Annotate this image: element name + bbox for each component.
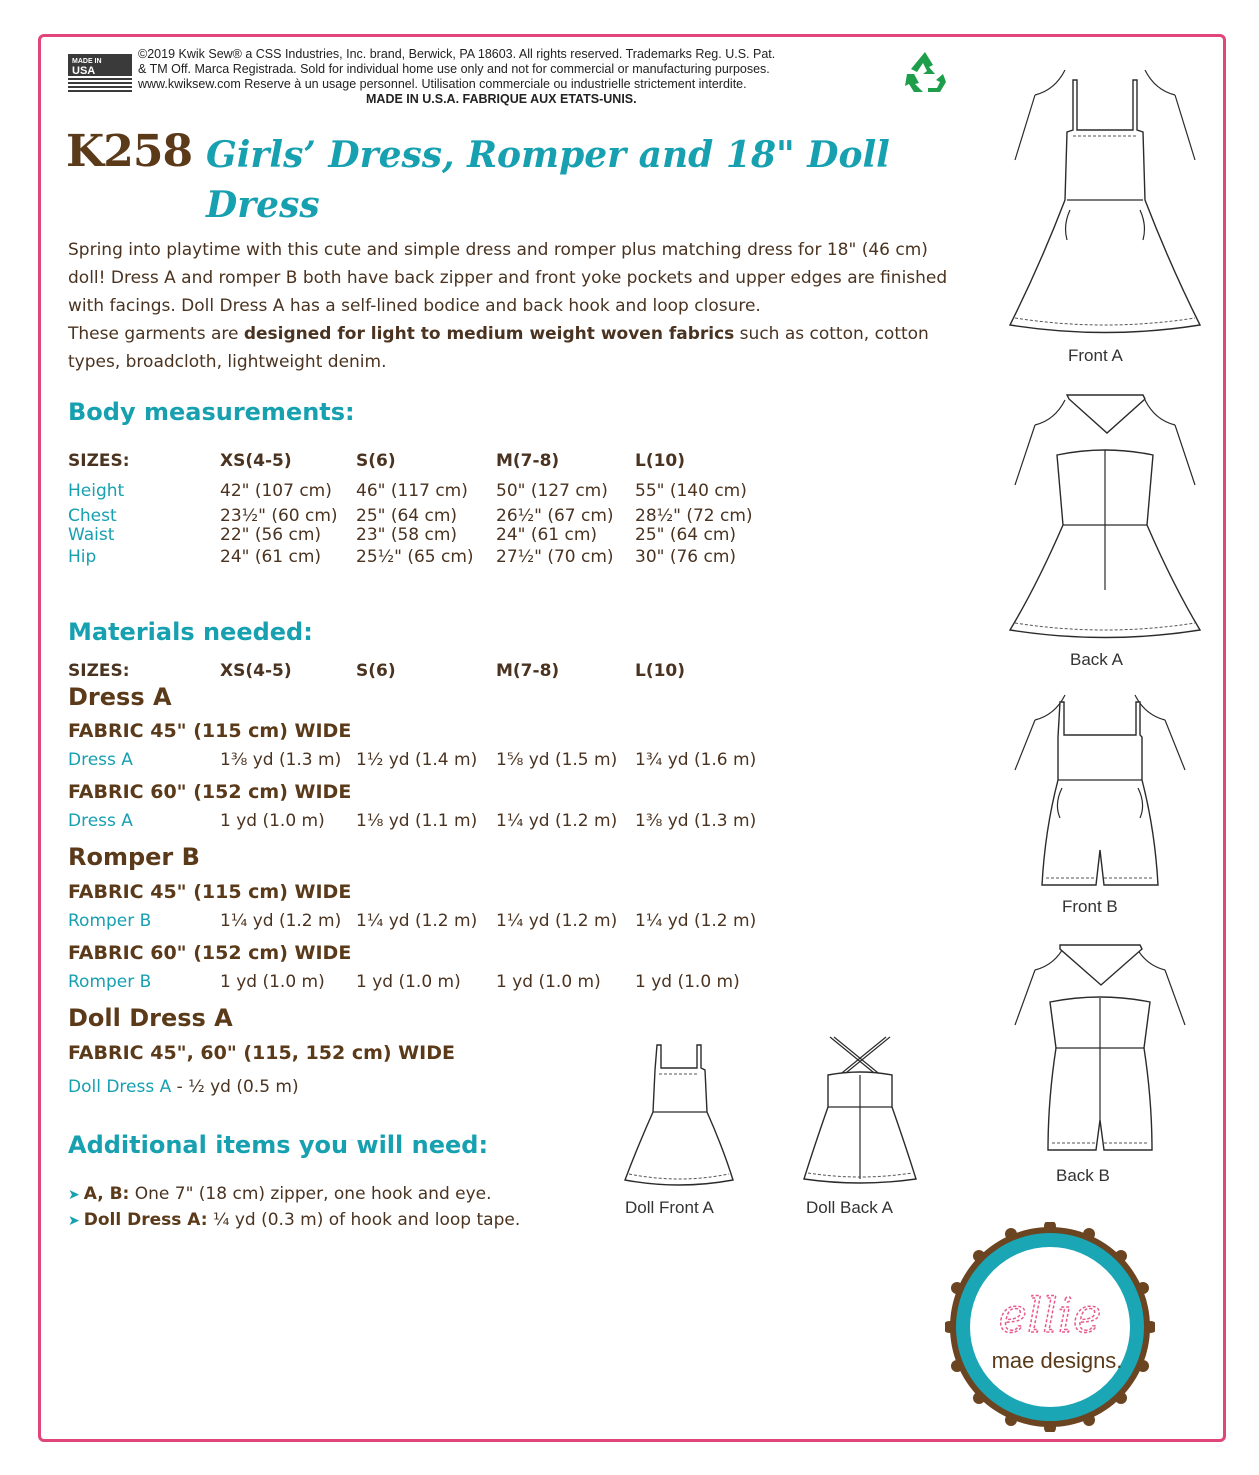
mat-size-4: L(10) — [635, 661, 686, 681]
mat-label: Dress A — [68, 811, 133, 831]
additional-item-bold: A, B: — [83, 1184, 130, 1204]
back-b-caption: Back B — [1056, 1166, 1110, 1185]
recycle-icon — [902, 50, 948, 94]
additional-item-text: ¼ yd (0.3 m) of hook and loop tape. — [207, 1210, 521, 1230]
mat-value: 1 yd (1.0 m) — [496, 972, 601, 992]
mat-label: Dress A — [68, 750, 133, 770]
additional-heading: Additional items you will need: — [68, 1131, 489, 1159]
usa-flag-icon — [68, 54, 132, 92]
mat-value: 1 yd (1.0 m) — [356, 972, 461, 992]
bm-size-4: L(10) — [635, 451, 686, 471]
bm-size-2: S(6) — [356, 451, 396, 471]
mat-value: 1⅜ yd (1.3 m) — [635, 811, 757, 831]
additional-item — [68, 1184, 492, 1204]
doll-front-a-drawing — [615, 1040, 735, 1190]
mat-value: - ½ yd (0.5 m) — [171, 1077, 299, 1097]
bm-value: 24" (61 cm) — [496, 525, 598, 545]
description — [68, 236, 958, 376]
copyright-line-1: ©2019 Kwik Sew® a CSS Industries, Inc. brand, Berwick, PA 18603. All rights reserved. Trademarks Reg. U.S. Pat. — [138, 47, 776, 61]
bullet-arrow-icon: ➤ — [68, 1213, 80, 1229]
mat-value: 1¼ yd (1.2 m) — [356, 911, 478, 931]
bm-value: 46" (117 cm) — [356, 481, 468, 501]
logo-ellie-text: ellie — [998, 1288, 1102, 1344]
bm-value: 22" (56 cm) — [220, 525, 322, 545]
mat-value: 1 yd (1.0 m) — [635, 972, 740, 992]
copyright-block — [138, 47, 908, 107]
bm-sizes-label: SIZES: — [68, 451, 130, 471]
mat-sizes-label: SIZES: — [68, 661, 130, 681]
additional-item-text: One 7" (18 cm) zipper, one hook and eye. — [129, 1184, 492, 1204]
bullet-arrow-icon: ➤ — [68, 1187, 80, 1203]
bm-value: 23½" (60 cm) — [220, 506, 338, 526]
back-a-caption: Back A — [1070, 650, 1123, 669]
romper-b-fabric-60: FABRIC 60" (152 cm) WIDE — [68, 942, 352, 964]
bm-label: Height — [68, 481, 125, 501]
bm-value: 55" (140 cm) — [635, 481, 747, 501]
materials-heading: Materials needed: — [68, 618, 313, 646]
dress-a-fabric-60: FABRIC 60" (152 cm) WIDE — [68, 781, 352, 803]
bm-value: 50" (127 cm) — [496, 481, 608, 501]
ellie-mae-logo — [945, 1222, 1155, 1432]
additional-item — [68, 1210, 520, 1230]
mat-value: 1¼ yd (1.2 m) — [496, 811, 618, 831]
description-para-1: Spring into playtime with this cute and simple dress and romper plus matching dress for 18" (46 cm) doll! Dress A and romper B both have back zipper and front yoke pockets and upper edges are finished with facings. Doll Dress A has a self-lined bodice and back hook and loop closure. — [68, 240, 948, 316]
description-para-2-bold: designed for light to medium weight woven fabrics — [243, 324, 735, 344]
back-b-drawing — [1000, 940, 1200, 1170]
romper-b-heading: Romper B — [68, 843, 200, 871]
bm-value: 42" (107 cm) — [220, 481, 332, 501]
flag-text-bottom: USA — [72, 65, 96, 77]
bm-value: 24" (61 cm) — [220, 547, 322, 567]
mat-size-3: M(7-8) — [496, 661, 560, 681]
dress-a-heading: Dress A — [68, 683, 172, 711]
mat-label: Romper B — [68, 972, 152, 992]
doll-back-a-caption: Doll Back A — [806, 1198, 893, 1217]
description-para-2 — [68, 320, 958, 376]
mat-value: 1⅝ yd (1.5 m) — [496, 750, 618, 770]
mat-label: Romper B — [68, 911, 152, 931]
mat-value: 1 yd (1.0 m) — [220, 811, 325, 831]
front-b-drawing — [1000, 680, 1200, 900]
bm-value: 28½" (72 cm) — [635, 506, 753, 526]
mat-value: 1 yd (1.0 m) — [220, 972, 325, 992]
body-measurements-heading: Body measurements: — [68, 398, 355, 426]
bm-value: 30" (76 cm) — [635, 547, 737, 567]
doll-dress-fabric: FABRIC 45", 60" (115, 152 cm) WIDE — [68, 1042, 455, 1064]
copyright-line-2: & TM Off. Marca Registrada. Sold for individual home use only and not for commercial or manufacturing purposes. — [138, 62, 770, 76]
bm-size-1: XS(4-5) — [220, 451, 292, 471]
description-para-2-end: such as cotton, cotton types, broadcloth, lightweight denim. — [68, 324, 929, 372]
made-in-text: MADE IN U.S.A. FABRIQUE AUX ETATS-UNIS. — [366, 92, 637, 106]
bm-label: Chest — [68, 506, 117, 526]
front-a-caption: Front A — [1068, 346, 1123, 365]
additional-item-bold: Doll Dress A: — [83, 1210, 208, 1230]
mat-value: 1¼ yd (1.2 m) — [220, 911, 342, 931]
mat-value: 1⅛ yd (1.1 m) — [356, 811, 478, 831]
mat-value: 1¼ yd (1.2 m) — [635, 911, 757, 931]
bm-size-3: M(7-8) — [496, 451, 560, 471]
mat-size-2: S(6) — [356, 661, 396, 681]
bm-value: 25" (64 cm) — [356, 506, 458, 526]
mat-value: 1¼ yd (1.2 m) — [496, 911, 618, 931]
pattern-number: K258 — [66, 126, 193, 177]
front-b-caption: Front B — [1062, 897, 1118, 916]
mat-value: 1⅜ yd (1.3 m) — [220, 750, 342, 770]
back-a-drawing — [995, 385, 1215, 655]
mat-value: 1¾ yd (1.6 m) — [635, 750, 757, 770]
front-a-drawing — [995, 50, 1215, 350]
bm-value: 26½" (67 cm) — [496, 506, 614, 526]
mat-value: 1½ yd (1.4 m) — [356, 750, 478, 770]
doll-back-a-drawing — [800, 1035, 920, 1190]
mat-label: Doll Dress A — [68, 1077, 172, 1097]
romper-b-fabric-45: FABRIC 45" (115 cm) WIDE — [68, 881, 352, 903]
bm-value: 25" (64 cm) — [635, 525, 737, 545]
flag-text-top: MADE IN — [72, 58, 102, 65]
doll-front-a-caption: Doll Front A — [625, 1198, 714, 1217]
bm-label: Waist — [68, 525, 115, 545]
dress-a-fabric-45: FABRIC 45" (115 cm) WIDE — [68, 720, 352, 742]
bm-value: 25½" (65 cm) — [356, 547, 474, 567]
description-para-2-start: These garments are — [68, 324, 244, 344]
logo-mae-designs-text: mae designs. — [991, 1348, 1123, 1373]
bm-value: 23" (58 cm) — [356, 525, 458, 545]
bm-value: 27½" (70 cm) — [496, 547, 614, 567]
doll-dress-row — [68, 1077, 299, 1097]
mat-size-1: XS(4-5) — [220, 661, 292, 681]
bm-label: Hip — [68, 547, 97, 567]
doll-dress-heading: Doll Dress A — [68, 1004, 233, 1032]
copyright-line-3: www.kwiksew.com Reserve à un usage personnel. Utilisation commerciale ou industrielle strictement interdite. — [138, 77, 747, 91]
page-title: Girls’ Dress, Romper and 18" Doll Dress — [206, 134, 890, 226]
